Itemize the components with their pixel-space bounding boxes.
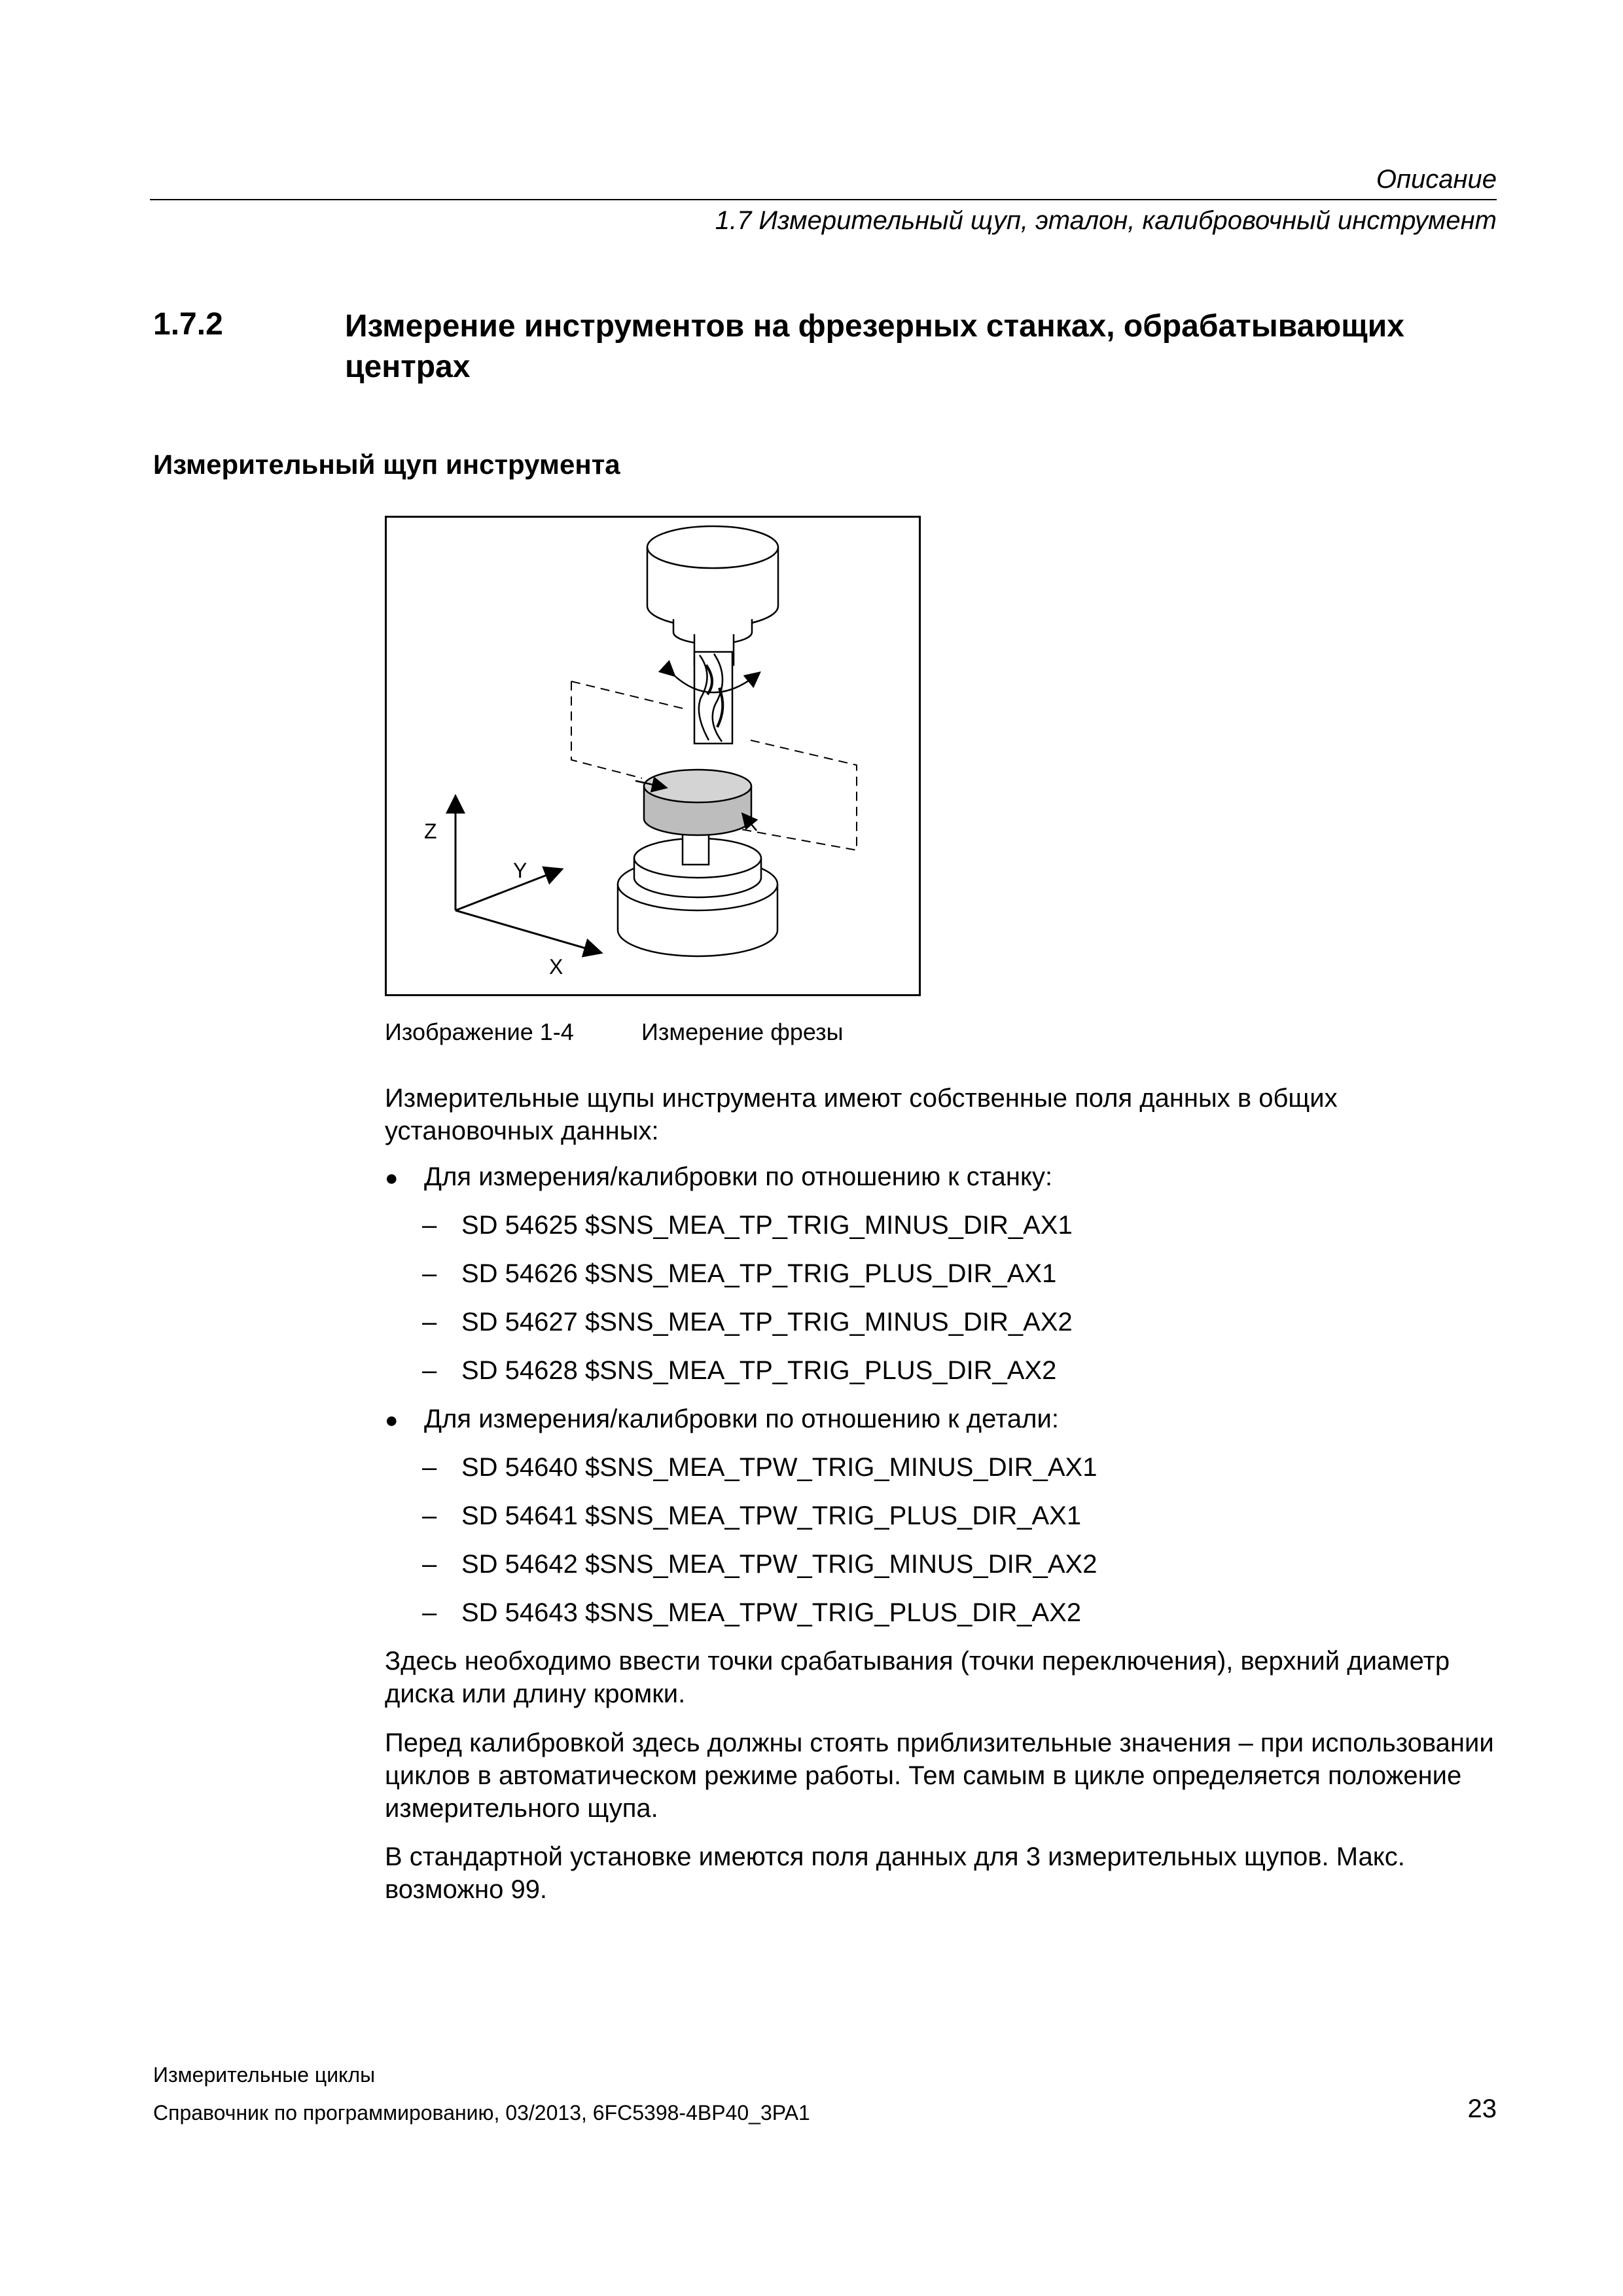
page-number: 23 — [1467, 2094, 1497, 2123]
dash-symbol: – — [422, 1211, 437, 1240]
probe-base — [618, 825, 777, 956]
axis-label-x: X — [549, 955, 563, 978]
chapter-title: Описание — [1376, 165, 1497, 194]
section-header: 1.7 Измерительный щуп, эталон, калибровочный инструмент — [715, 206, 1497, 235]
axis-label-z: Z — [424, 819, 437, 843]
dash-text: SD 54627 $SNS_MEA_TP_TRIG_MINUS_DIR_AX2 — [461, 1308, 1073, 1336]
paragraph: В стандартной установке имеются поля данных для 3 измерительных щупов. Макс. возможно 99. — [385, 1842, 1405, 1904]
dash-item — [422, 1451, 1097, 1484]
bullet-text: Для измерения/калибровки по отношению к детали: — [424, 1405, 1059, 1433]
subheading: Измерительный щуп инструмента — [153, 449, 620, 480]
dash-item — [422, 1257, 1056, 1290]
bullet-symbol: ● — [385, 1408, 399, 1433]
dash-text: SD 54642 $SNS_MEA_TPW_TRIG_MINUS_DIR_AX2 — [461, 1550, 1097, 1579]
dash-symbol: – — [422, 1598, 437, 1627]
section-title: Измерение инструментов на фрезерных станках, обрабатывающих центрах — [345, 309, 1404, 384]
bullet-item — [385, 1403, 1059, 1437]
dash-item — [422, 1596, 1081, 1629]
spindle — [647, 526, 778, 665]
bullet-text: Для измерения/калибровки по отношению к станку: — [424, 1162, 1053, 1191]
dash-text: SD 54641 $SNS_MEA_TPW_TRIG_PLUS_DIR_AX1 — [461, 1501, 1082, 1530]
dash-symbol: – — [422, 1550, 437, 1579]
footer-title: Измерительные циклы — [153, 2063, 376, 2087]
paragraph: Перед калибровкой здесь должны стоять приблизительные значения – при использовании циклов в автоматическом режиме работы. Тем самым в цикле определяется положение измерительного щупа. — [385, 1729, 1494, 1823]
figure-caption-number: Изображение 1-4 — [385, 1018, 574, 1045]
dash-item — [422, 1499, 1081, 1532]
probe-disc — [644, 770, 751, 835]
dash-item — [422, 1548, 1097, 1581]
tool-probe-illustration — [387, 518, 919, 994]
figure-frame — [385, 516, 921, 996]
dash-text: SD 54625 $SNS_MEA_TP_TRIG_MINUS_DIR_AX1 — [461, 1211, 1073, 1240]
dash-symbol: – — [422, 1356, 437, 1385]
milling-cutter — [694, 652, 732, 744]
header-rule — [150, 199, 1497, 200]
dash-symbol: – — [422, 1308, 437, 1336]
dash-item — [422, 1354, 1056, 1387]
dash-item — [422, 1209, 1073, 1242]
dash-symbol: – — [422, 1453, 437, 1482]
bullet-item — [385, 1160, 1052, 1194]
axis-label-y: Y — [513, 859, 527, 882]
footer-document: Справочник по программированию, 03/2013, 6FC5398-4BP40_3PA1 — [153, 2101, 810, 2125]
dash-text: SD 54643 $SNS_MEA_TPW_TRIG_PLUS_DIR_AX2 — [461, 1598, 1082, 1627]
dash-item — [422, 1306, 1073, 1338]
coordinate-axes — [455, 798, 599, 952]
bullet-symbol: ● — [385, 1166, 399, 1191]
dash-symbol: – — [422, 1501, 437, 1530]
paragraph: Здесь необходимо ввести точки срабатывания (точки переключения), верхний диаметр диска или длину кромки. — [385, 1647, 1450, 1708]
dash-text: SD 54628 $SNS_MEA_TP_TRIG_PLUS_DIR_AX2 — [461, 1356, 1057, 1385]
intro-paragraph: Измерительные щупы инструмента имеют собственные поля данных в общих установочных данных: — [385, 1084, 1338, 1145]
figure-caption-text: Измерение фрезы — [641, 1018, 844, 1045]
dash-text: SD 54640 $SNS_MEA_TPW_TRIG_MINUS_DIR_AX1 — [461, 1453, 1097, 1482]
dash-text: SD 54626 $SNS_MEA_TP_TRIG_PLUS_DIR_AX1 — [461, 1259, 1057, 1288]
dash-symbol: – — [422, 1259, 437, 1288]
section-number: 1.7.2 — [153, 307, 223, 342]
